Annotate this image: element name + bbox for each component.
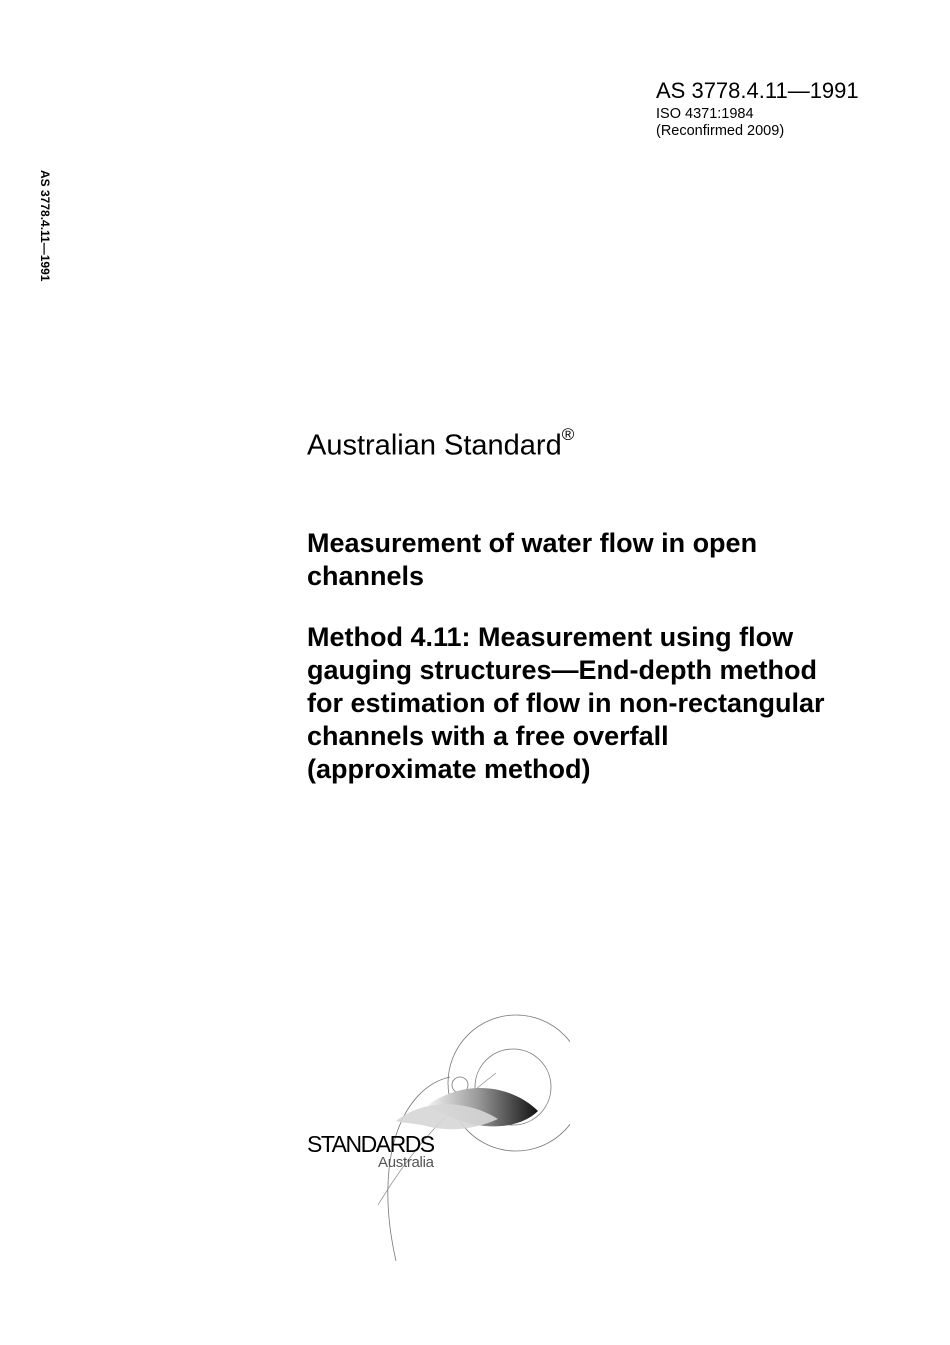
method-line: Method 4.11: Measurement using flow: [307, 622, 794, 652]
title-line: channels: [307, 561, 425, 591]
reconfirmed-note: (Reconfirmed 2009): [656, 123, 785, 139]
registered-mark: ®: [561, 425, 575, 444]
method-line: for estimation of flow in non-rectangular: [307, 688, 825, 718]
logo-subtext: Australia: [378, 1154, 434, 1171]
title-line: Measurement of water flow in open: [307, 528, 758, 558]
standards-australia-logo: [300, 1005, 570, 1265]
method-line: (approximate method): [307, 754, 591, 784]
document-title: [307, 527, 867, 593]
standard-number: AS 3778.4.11—1991: [656, 78, 859, 103]
method-title: [307, 621, 877, 786]
logo-arc: [448, 1015, 570, 1151]
logo-wordmark: STANDARDS: [307, 1131, 434, 1157]
method-line: gauging structures—End-depth method: [307, 655, 817, 685]
brand-heading: [307, 422, 574, 463]
method-line: channels with a free overfall: [307, 721, 669, 751]
spine-label: AS 3778.4.11—1991: [38, 170, 52, 282]
brand-name: Australian Standard: [307, 429, 562, 462]
iso-reference: ISO 4371:1984: [656, 106, 754, 122]
